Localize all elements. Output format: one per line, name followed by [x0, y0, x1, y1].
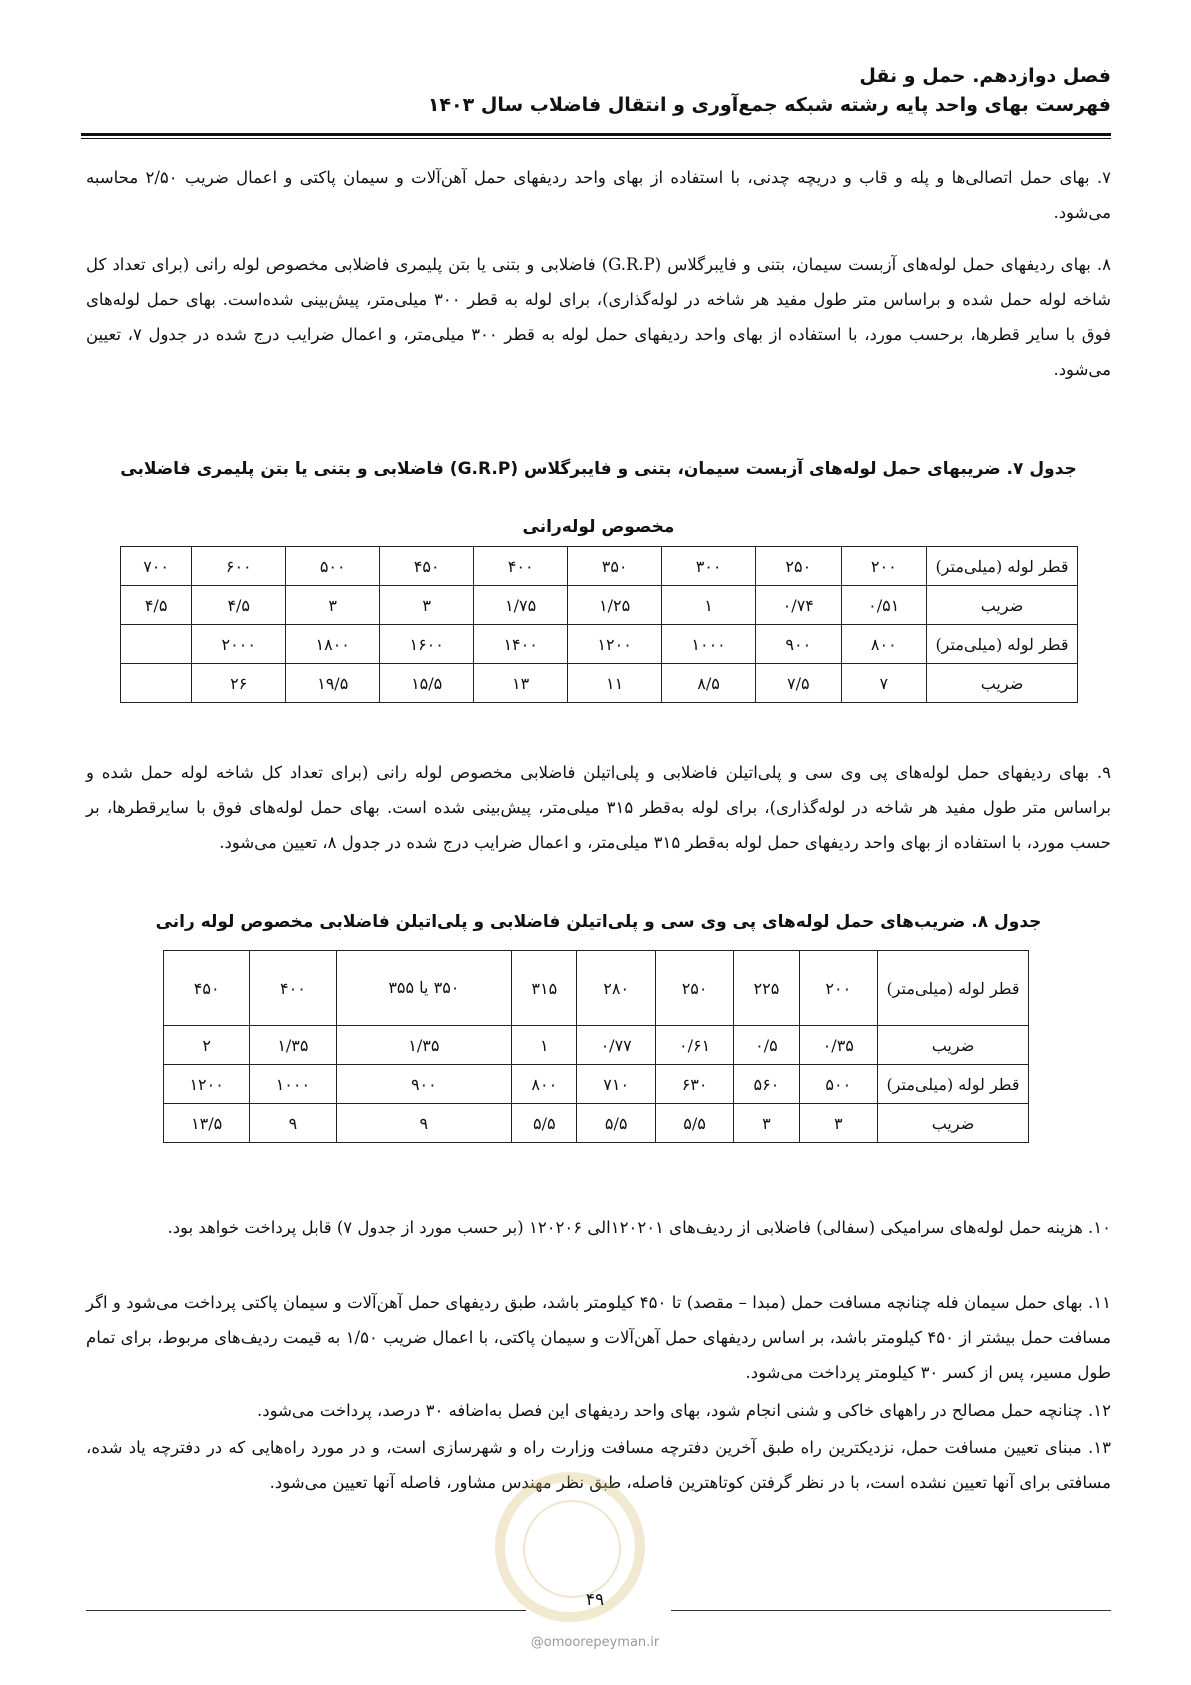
table-cell: ۱۵/۵ — [380, 664, 474, 703]
table-cell: ۲۲۵ — [734, 951, 799, 1026]
table-cell: ۲ — [164, 1026, 250, 1065]
table-cell: ۱۹/۵ — [286, 664, 380, 703]
table-7 — [120, 546, 1078, 703]
table-cell: ۲۶ — [192, 664, 286, 703]
table-cell: ۴/۵ — [121, 586, 192, 625]
table-cell: ۲۰۰۰ — [192, 625, 286, 664]
table-cell: ۰/۳۵ — [799, 1026, 877, 1065]
table-cell: ۲۵۰ — [756, 547, 841, 586]
table-cell: ۷۱۰ — [577, 1065, 655, 1104]
row-header-cell: قطر لوله (میلی‌متر) — [878, 1065, 1029, 1104]
table-cell: ۸۰۰ — [512, 1065, 577, 1104]
table-cell: ۱۰۰۰ — [250, 1065, 336, 1104]
table-cell: ۱۱ — [568, 664, 662, 703]
row-header-cell: قطر لوله (میلی‌متر) — [927, 547, 1078, 586]
table-cell: ۲۸۰ — [577, 951, 655, 1026]
table-cell: ۹۰۰ — [336, 1065, 512, 1104]
table-cell: ۵۶۰ — [734, 1065, 799, 1104]
row-header-cell: قطر لوله (میلی‌متر) — [878, 951, 1029, 1026]
paragraph-8: ۸. بهای ردیفهای حمل لوله‌های آزبست سیمان، بتنی و فایبرگلاس (G.R.P) فاضلابی و بتنی یا بتن پلیمری فاضلابی مخصوص لوله رانی (برای تعداد کل شاخه لوله حمل شده و براساس متر طول مفید هر شاخه در لوله‌گذاری)، برای لوله به قطر ۳۰۰ میلی‌متر، پیش‌بینی شده‌است. بهای حمل لوله‌های فوق با سایر قطرها، برحسب مورد، با استفاده از بهای واحد ردیفهای حمل لوله به قطر ۳۰۰ میلی‌متر، و اعمال ضرایب درج شده در جدول ۷، تعیین می‌شود. — [86, 255, 1112, 379]
table-cell: ۳ — [286, 586, 380, 625]
table-cell: ۱۳ — [474, 664, 568, 703]
row-header-cell: ضریب — [927, 586, 1078, 625]
table-cell: ۳ — [799, 1104, 877, 1143]
table-8 — [163, 950, 1029, 1143]
table-cell: ۵۰۰ — [286, 547, 380, 586]
table-cell: ۰/۷۴ — [756, 586, 841, 625]
table-cell: ۷۰۰ — [121, 547, 192, 586]
table-cell: ۱۸۰۰ — [286, 625, 380, 664]
table-cell: ۳۵۰ — [568, 547, 662, 586]
row-header-cell: ضریب — [878, 1104, 1029, 1143]
table-cell: ۵/۵ — [655, 1104, 733, 1143]
table-cell: ۴۵۰ — [164, 951, 250, 1026]
table-cell: ۱۳/۵ — [164, 1104, 250, 1143]
table-cell: ۱۴۰۰ — [474, 625, 568, 664]
table-cell: ۱/۷۵ — [474, 586, 568, 625]
table-cell: ۹۰۰ — [756, 625, 841, 664]
page-number: ۴۹ — [585, 1590, 605, 1610]
table-cell: ۶۰۰ — [192, 547, 286, 586]
table-cell: ۴۰۰ — [474, 547, 568, 586]
table-cell: ۴۰۰ — [250, 951, 336, 1026]
table-cell — [121, 664, 192, 703]
header-rule-thin — [81, 138, 1111, 139]
table-row — [164, 1104, 1029, 1143]
table-cell: ۱ — [512, 1026, 577, 1065]
table-cell: ۳۱۵ — [512, 951, 577, 1026]
table-cell: ۶۳۰ — [655, 1065, 733, 1104]
table-7-caption: جدول ۷. ضریبهای حمل لوله‌های آزبست سیمان، بتنی و فایبرگلاس (G.R.P) فاضلابی و بتنی یا بتن پلیمری فاضلابی مخصوص لوله‌رانی — [120, 459, 1077, 537]
website-watermark: @omoorepeyman.ir — [530, 1635, 660, 1650]
table-cell: ۱۰۰۰ — [662, 625, 756, 664]
table-cell: ۰/۶۱ — [655, 1026, 733, 1065]
table-cell: ۷/۵ — [756, 664, 841, 703]
table-cell: ۹ — [336, 1104, 512, 1143]
table-cell: ۰/۵۱ — [841, 586, 926, 625]
paragraph-7: ۷. بهای حمل اتصالی‌ها و پله و قاب و دریچه چدنی، با استفاده از بهای واحد ردیفهای حمل آهن‌آلات و سیمان پاکتی و اعمال ضریب ۲/۵۰ محاسبه می‌شود. — [86, 168, 1111, 222]
header-rule-thick — [81, 133, 1111, 136]
table-8-caption: جدول ۸. ضریب‌های حمل لوله‌های پی وی سی و پلی‌اتیلن فاضلابی و پلی‌اتیلن فاضلابی مخصوص لوله رانی — [155, 912, 1042, 932]
footer-rule-left — [86, 1610, 526, 1611]
table-cell: ۴۵۰ — [380, 547, 474, 586]
table-cell: ۳۰۰ — [662, 547, 756, 586]
paragraph-11: ۱۱. بهای حمل سیمان فله چنانچه مسافت حمل (مبدا – مقصد) تا ۴۵۰ کیلومتر باشد، طبق ردیفهای حمل آهن‌آلات و سیمان پاکتی پرداخت می‌شود و اگر مسافت حمل بیشتر از ۴۵۰ کیلومتر باشد، بر اساس ردیفهای حمل آهن‌آلات و سیمان پاکتی، با اعمال ضریب ۱/۵۰ به قیمت ردیف‌های مربوط، برای تمام طول مسیر، پس از کسر ۳۰ کیلومتر پرداخت می‌شود. — [86, 1293, 1111, 1382]
table-cell: ۹ — [250, 1104, 336, 1143]
page-header — [81, 62, 1111, 120]
table-cell: ۱/۳۵ — [336, 1026, 512, 1065]
paragraph-10: ۱۰. هزینه حمل لوله‌های سرامیکی (سفالی) فاضلابی از ردیف‌های ۱۲۰۲۰۱الی ۱۲۰۲۰۶ (بر حسب مورد از جدول ۷) قابل پرداخت خواهد بود. — [167, 1218, 1111, 1237]
paragraph-9: ۹. بهای ردیفهای حمل لوله‌های پی وی سی و پلی‌اتیلن فاضلابی و پلی‌اتیلن فاضلابی مخصوص لوله رانی (برای تعداد کل شاخه لوله حمل شده و براساس متر طول مفید هر شاخه در لوله‌گذاری)، برای لوله به‌قطر ۳۱۵ میلی‌متر، پیش‌بینی شده است. بهای حمل لوله‌های فوق با سایرقطرها، بر حسب مورد، با استفاده از بهای واحد ردیفهای حمل لوله به‌قطر ۳۱۵ میلی‌متر، و اعمال ضرایب درج شده در جدول ۸، تعیین می‌شود. — [86, 763, 1111, 852]
table-cell: ۵/۵ — [577, 1104, 655, 1143]
table-cell — [121, 625, 192, 664]
table-row — [121, 625, 1078, 664]
table-cell: ۱۲۰۰ — [568, 625, 662, 664]
table-cell: ۱۶۰۰ — [380, 625, 474, 664]
table-cell: ۳ — [380, 586, 474, 625]
table-cell: ۰/۵ — [734, 1026, 799, 1065]
table-cell: ۵۰۰ — [799, 1065, 877, 1104]
table-cell: ۲۵۰ — [655, 951, 733, 1026]
paragraph-12: ۱۲. چنانچه حمل مصالح در راههای خاکی و شنی انجام شود، بهای واحد ردیفهای این فصل به‌اضافه ۳۰ درصد، پرداخت می‌شود. — [256, 1401, 1111, 1420]
table-cell: ۰/۷۷ — [577, 1026, 655, 1065]
table-cell: ۸/۵ — [662, 664, 756, 703]
table-row — [164, 1026, 1029, 1065]
row-header-cell: ضریب — [927, 664, 1078, 703]
table-cell: ۴/۵ — [192, 586, 286, 625]
table-row — [164, 951, 1029, 1026]
table-row — [121, 664, 1078, 703]
paragraph-13: ۱۳. مبنای تعیین مسافت حمل، نزدیکترین راه طبق آخرین دفترچه مسافت وزارت راه و شهرسازی است، و در مورد راه‌هایی که در دفترچه یاد شده، مسافتی برای آنها تعیین نشده است، با در نظر گرفتن کوتاهترین فاصله، طبق نظر مهندس مشاور، فاصله آنها تعیین می‌شود. — [86, 1438, 1111, 1492]
table-cell: ۸۰۰ — [841, 625, 926, 664]
table-cell: ۵/۵ — [512, 1104, 577, 1143]
table-cell: ۳۵۰ یا ۳۵۵ — [336, 951, 512, 1026]
table-cell: ۱/۳۵ — [250, 1026, 336, 1065]
footer-rule-right — [671, 1610, 1111, 1611]
table-cell: ۳ — [734, 1104, 799, 1143]
table-cell: ۷ — [841, 664, 926, 703]
table-cell: ۲۰۰ — [841, 547, 926, 586]
chapter-title: فصل دوازدهم. حمل و نقل — [859, 65, 1111, 87]
row-header-cell: ضریب — [878, 1026, 1029, 1065]
table-row — [121, 547, 1078, 586]
table-row — [164, 1065, 1029, 1104]
table-row — [121, 586, 1078, 625]
table-cell: ۱ — [662, 586, 756, 625]
document-title: فهرست بهای واحد پایه رشته شبکه جمع‌آوری و انتقال فاضلاب سال ۱۴۰۳ — [427, 94, 1111, 116]
table-cell: ۱۲۰۰ — [164, 1065, 250, 1104]
row-header-cell: قطر لوله (میلی‌متر) — [927, 625, 1078, 664]
table-cell: ۲۰۰ — [799, 951, 877, 1026]
table-cell: ۱/۲۵ — [568, 586, 662, 625]
